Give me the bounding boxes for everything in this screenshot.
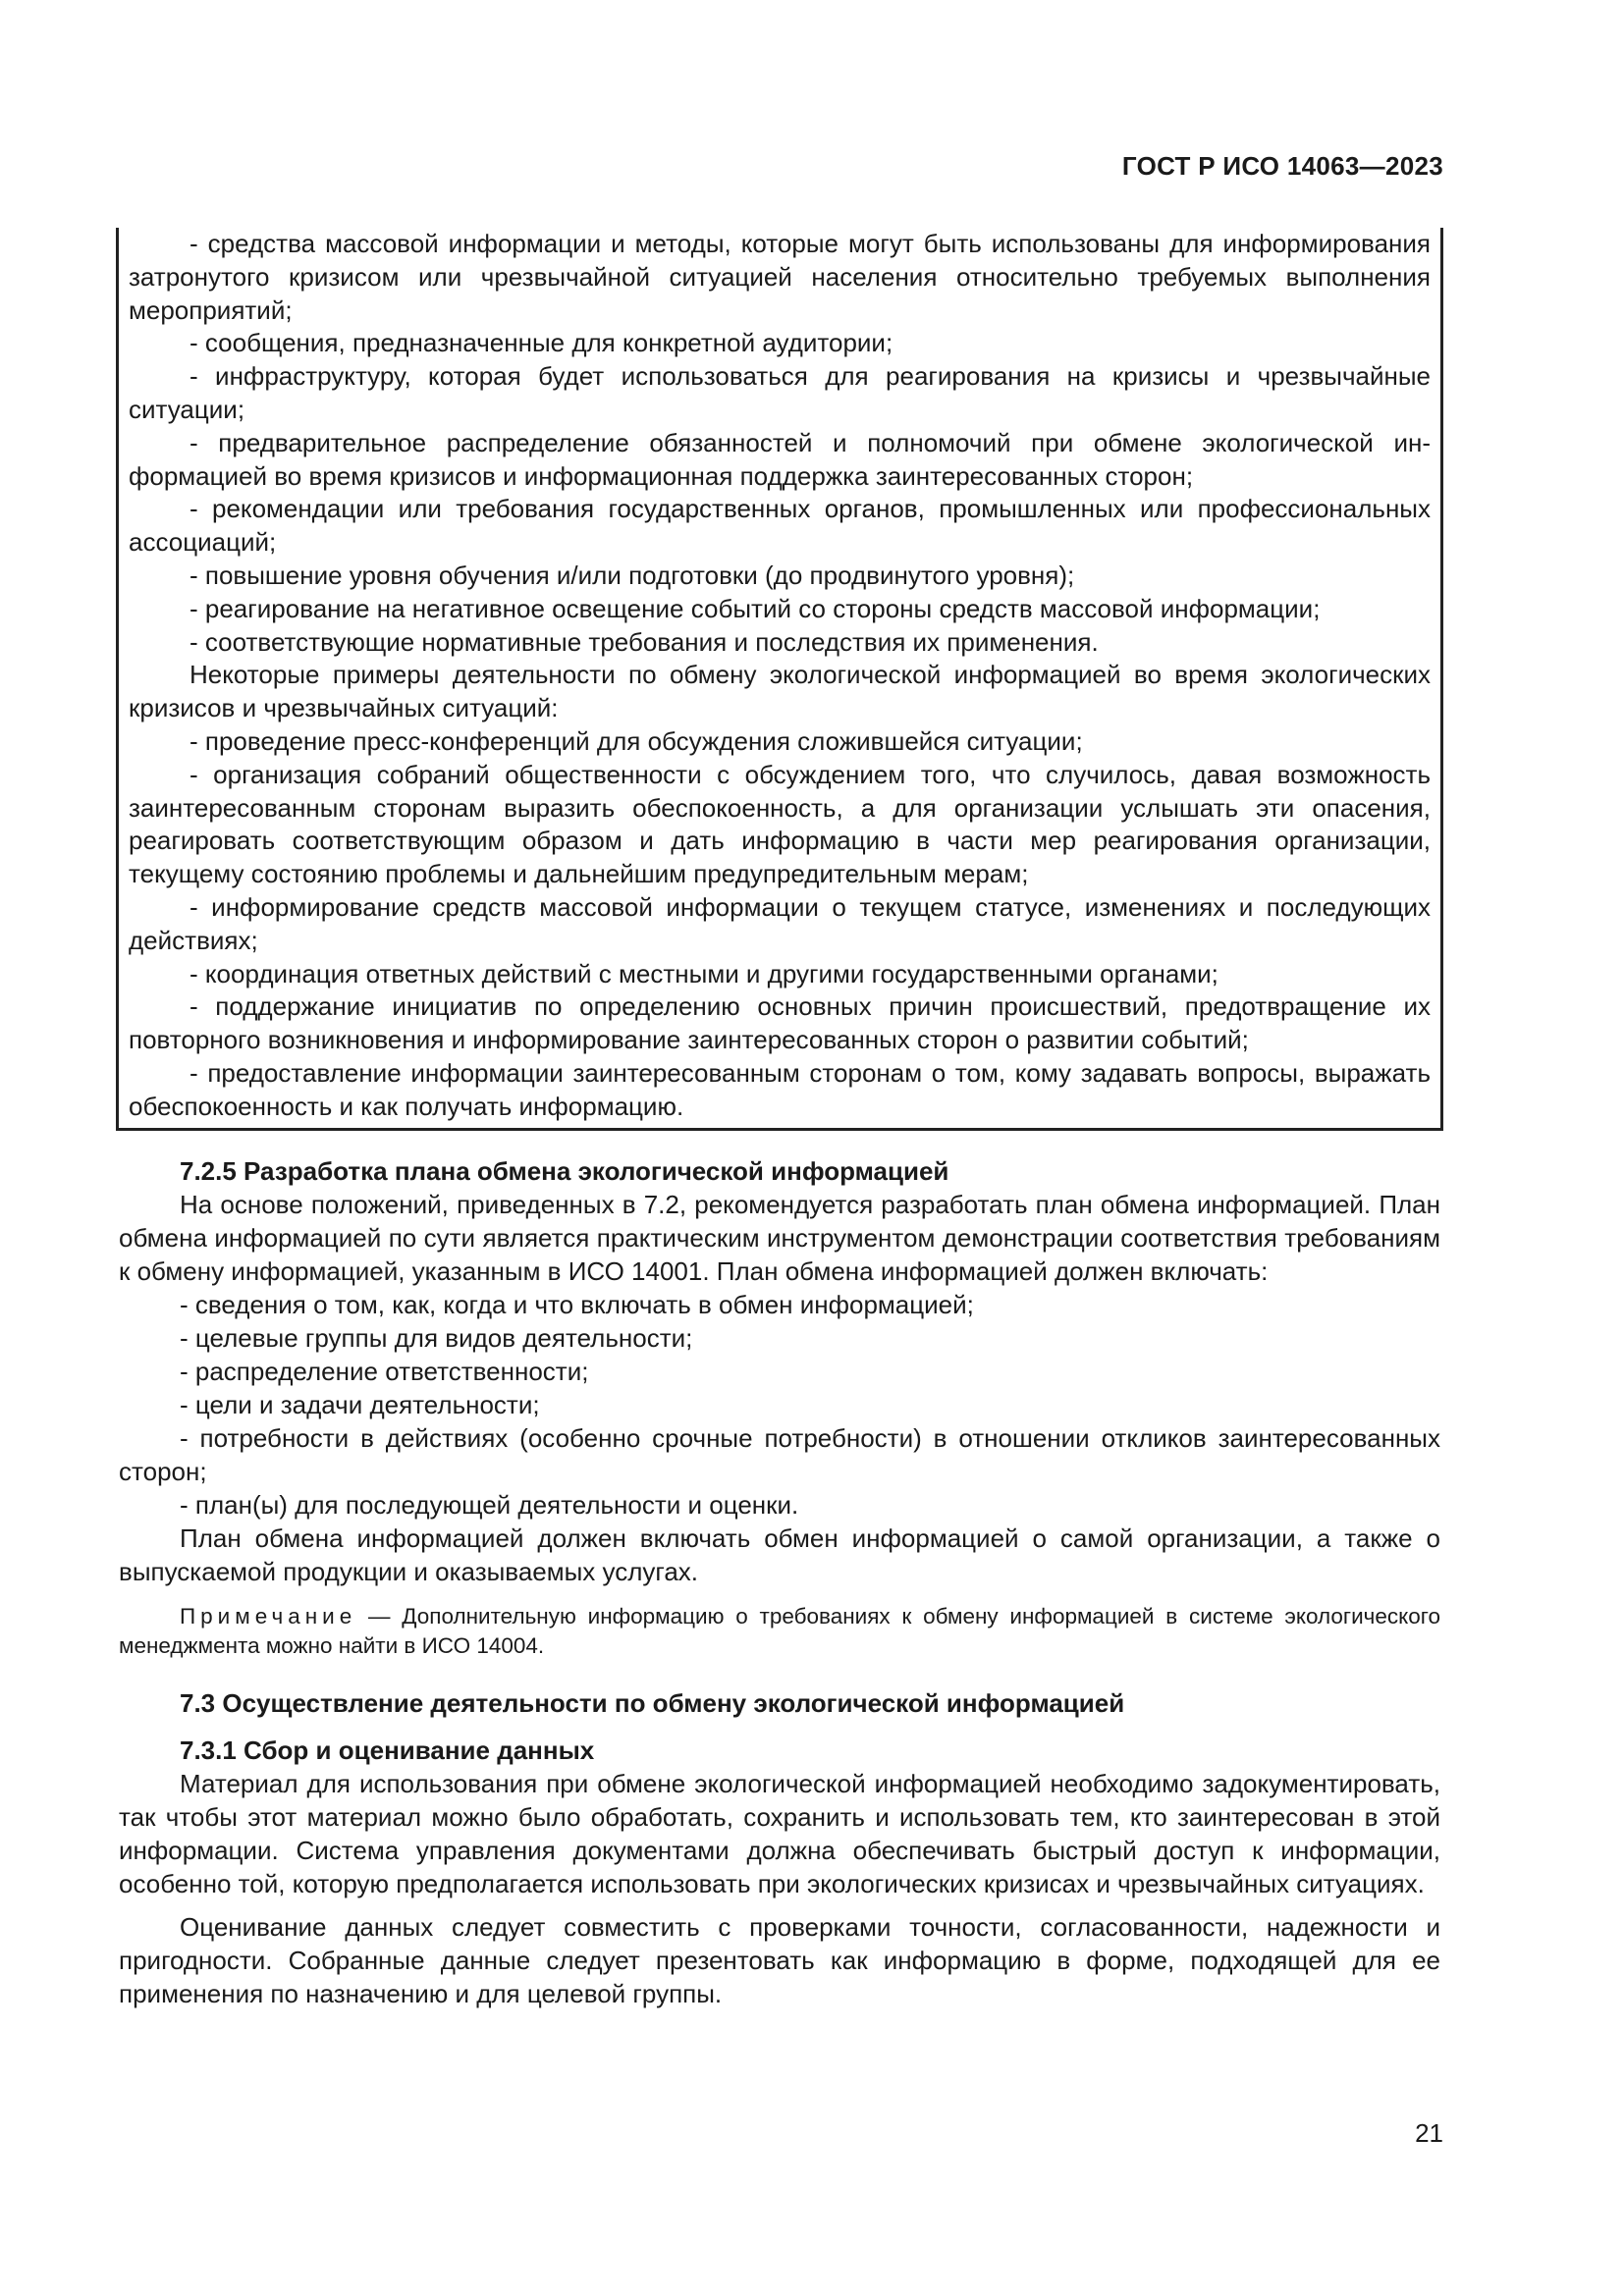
box-line: - повышение уровня обучения и/или подготовки (до продвинутого уровня); xyxy=(189,560,1075,590)
box-line: - сообщения, предназначенные для конкретной аудитории; xyxy=(189,328,893,358)
paragraph: Оценивание данных следует совместить с проверками точности, согласованности, надежности и пригодности. Собранные данные следует презентовать как информацию в форме, подходящей для ее применения по назначению и для целевой группы. xyxy=(119,1911,1440,2008)
note-text: — Дополнительную информацию о требованиях к обмену информацией в системе экологического менеджмента можно найти в ИСО 14004. xyxy=(119,1603,1440,1658)
list-item: - план(ы) для последующей деятельности и оценки. xyxy=(180,1489,799,1520)
box-line: - соответствующие нормативные требования и последствия их применения. xyxy=(189,626,1099,657)
box-line: - информирование средств массовой информации о текущем статусе, изменениях и последующих действиях; xyxy=(129,891,1431,955)
note-label: Примечание xyxy=(180,1603,357,1629)
section-heading: 7.2.5 Разработка плана обмена экологической информацией xyxy=(180,1155,949,1186)
standard-designation: ГОСТ Р ИСО 14063—2023 xyxy=(1121,151,1443,181)
box-line: - проведение пресс-конференций для обсуждения сложившейся ситуации; xyxy=(189,725,1083,756)
page-number: 21 xyxy=(1415,2118,1443,2148)
note xyxy=(119,1602,1440,1661)
box-line: - рекомендации или требования государственных органов, промышленных или профессиональных ассоциаций; xyxy=(129,494,1431,558)
box-line: - средства массовой информации и методы, которые могут быть использованы для информирования затронутого кризисом или чрезвычайной ситуацией населения относительно требуемых выполнения мероприятий; xyxy=(129,229,1431,325)
list-item: - цели и задачи деятельности; xyxy=(180,1389,540,1419)
list-item: - целевые группы для видов деятельности; xyxy=(180,1322,693,1353)
box-line: - координация ответных действий с местными и другими государственными органами; xyxy=(189,958,1218,988)
box-line: - поддержание инициатив по определению основных причин происшествий, предотвращение их повторного возникновения и информирование заинтересованных сторон о развитии событий; xyxy=(129,991,1431,1055)
paragraph: Материал для использования при обмене экологической информацией необходимо задокументировать, так чтобы этот материал можно было обработать, сохранить и использовать тем, кто заинтересован в этой информации. Система управления документами должна обеспечивать быстрый доступ к информации, особенно той, которую предполагается использовать при экологических кризисах и чрезвычайных ситуациях. xyxy=(119,1768,1440,1898)
section-7-3-1 xyxy=(116,1734,1443,2010)
list-item: - потребности в действиях (особенно срочные потребности) в отношении откликов заинтересованных сторон; xyxy=(119,1422,1440,1486)
paragraph: На основе положений, приведенных в 7.2, рекомендуется разработать план обмена информацией. План обмена информацией по сути является практическим инструментом демонстрации соответствия требованиям к обмену информацией, указанным в ИСО 14001. План обмена информацией должен включать: xyxy=(119,1189,1440,1286)
paragraph: План обмена информацией должен включать обмен информацией о самой организации, а также о выпускаемой продукции и оказываемых услугах. xyxy=(119,1522,1440,1586)
section-heading: 7.3.1 Сбор и оценивание данных xyxy=(180,1735,595,1765)
list-item: - сведения о том, как, когда и что включать в обмен информацией; xyxy=(180,1289,974,1319)
section-7-2-5 xyxy=(116,1154,1443,1661)
section-7-3 xyxy=(116,1686,1443,1720)
box-line: - предоставление информации заинтересованным сторонам о том, кому задавать вопросы, выражать обеспокоенность и как получать информацию. xyxy=(129,1057,1431,1121)
page-content xyxy=(116,228,1443,2010)
box-line: Некоторые примеры деятельности по обмену экологической информацией во время экологических кризисов и чрезвычайных ситуаций: xyxy=(129,660,1431,723)
framed-text-block xyxy=(116,228,1443,1131)
box-line: - предварительное распределение обязанностей и полномочий при обмене экологической информацией во время кризисов и информационная поддержка заинтересованных сторон; xyxy=(129,427,1431,491)
box-line: - реагирование на негативное освещение событий со стороны средств массовой информации; xyxy=(189,593,1321,623)
list-item: - распределение ответственности; xyxy=(180,1356,589,1386)
section-heading: 7.3 Осуществление деятельности по обмену экологической информацией xyxy=(180,1687,1125,1718)
box-line: - инфраструктуру, которая будет использоваться для реагирования на кризисы и чрезвычайные ситуации; xyxy=(129,361,1431,424)
box-line: - организация собраний общественности с обсуждением того, что случилось, давая возможность заинтересованным сторонам выразить обеспокоенность, а для организации услышать эти опасения, реагировать соответствующим образом и дать информацию в части мер реагирования организации, текущему состоянию проблемы и дальнейшим предупредительным мерам; xyxy=(129,759,1431,889)
